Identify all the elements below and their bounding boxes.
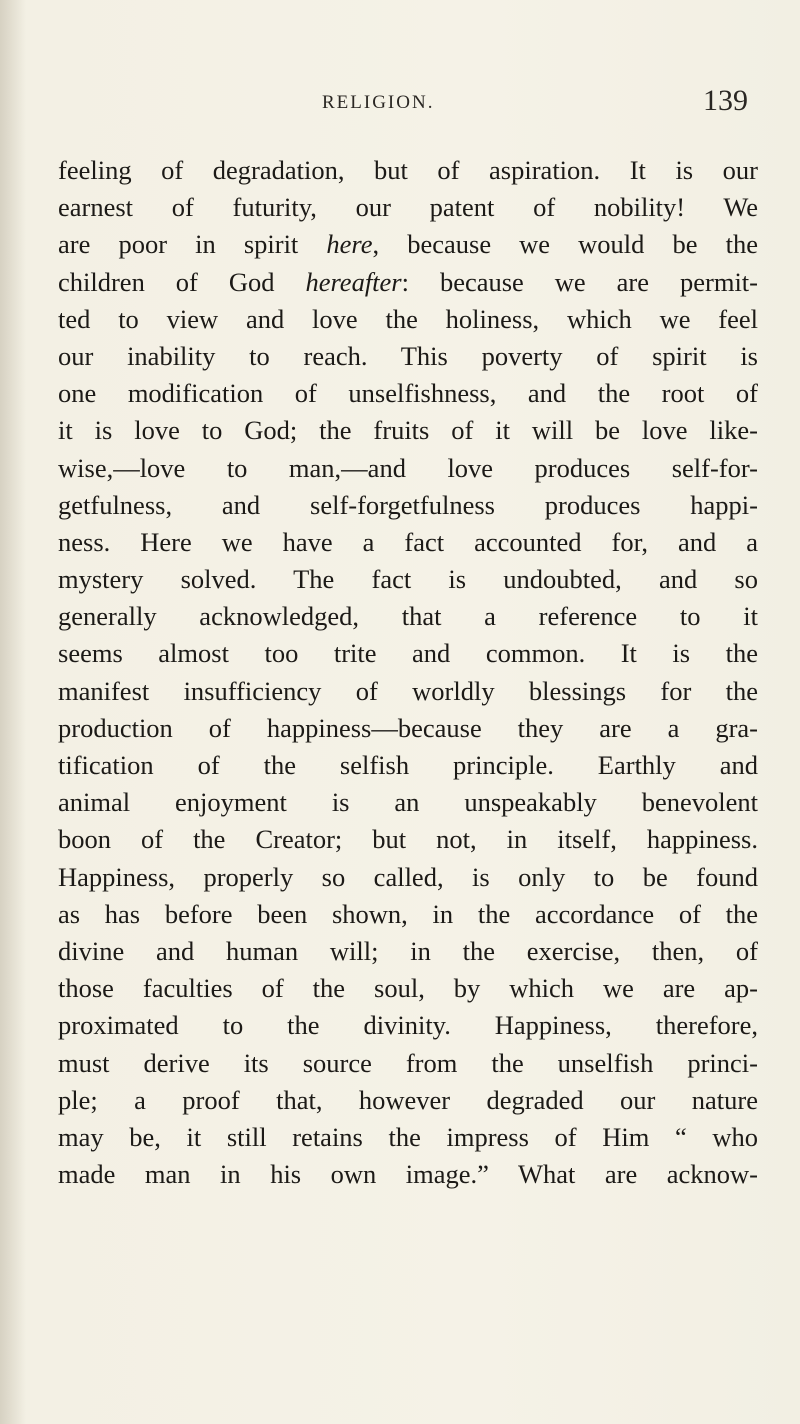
- text-line: must derive its source from the unselfish princi-: [58, 1047, 758, 1078]
- text-line: boon of the Creator; but not, in itself, happiness.: [58, 824, 758, 855]
- text-line: children of God hereafter: because we are permit-: [58, 266, 758, 297]
- gutter-shadow: [0, 0, 26, 1424]
- text-line: Happiness, properly so called, is only to be found: [58, 861, 758, 892]
- text-line: feeling of degradation, but of aspiration. It is our: [58, 155, 758, 185]
- text-line: wise,—love to man,—and love produces self-for-: [58, 452, 758, 483]
- text-line: generally acknowledged, that a reference to it: [58, 601, 758, 632]
- text-line: production of happiness—because they are a gra-: [58, 712, 758, 743]
- italic-word: here: [326, 229, 373, 260]
- text-line: seems almost too trite and common. It is the: [58, 638, 758, 669]
- text-line: may be, it still retains the impress of Him “ who: [58, 1121, 758, 1152]
- text-line: animal enjoyment is an unspeakably benevolent: [58, 787, 758, 818]
- text-line: manifest insufficiency of worldly blessings for the: [58, 675, 758, 706]
- text-line: ted to view and love the holiness, which we feel: [58, 303, 758, 334]
- body-text: [58, 152, 758, 1193]
- text-line: made man in his own image.” What are acknow-: [58, 1159, 758, 1190]
- text-line: proximated to the divinity. Happiness, therefore,: [58, 1010, 758, 1041]
- text-line: as has before been shown, in the accordance of the: [58, 898, 758, 929]
- page-number: 139: [703, 84, 748, 117]
- text-line: one modification of unselfishness, and the root of: [58, 378, 758, 409]
- text-line: ness. Here we have a fact accounted for, and a: [58, 526, 758, 557]
- text-line: are poor in spirit here, because we would be the: [58, 229, 758, 260]
- running-head: [0, 84, 800, 124]
- text-line: earnest of futurity, our patent of nobility! We: [58, 192, 758, 223]
- text-line: those faculties of the soul, by which we are ap-: [58, 973, 758, 1004]
- text-line: ple; a proof that, however degraded our nature: [58, 1084, 758, 1115]
- text-line: our inability to reach. This poverty of spirit is: [58, 340, 758, 371]
- running-head-title: RELIGION.: [322, 92, 435, 113]
- text-line: getfulness, and self-forgetfulness produces happi-: [58, 489, 758, 520]
- text-line: tification of the selfish principle. Earthly and: [58, 750, 758, 780]
- italic-word: hereafter: [305, 266, 402, 297]
- text-line: divine and human will; in the exercise, then, of: [58, 935, 758, 966]
- text-line: mystery solved. The fact is undoubted, and so: [58, 564, 758, 595]
- text-line: it is love to God; the fruits of it will be love like-: [58, 415, 758, 446]
